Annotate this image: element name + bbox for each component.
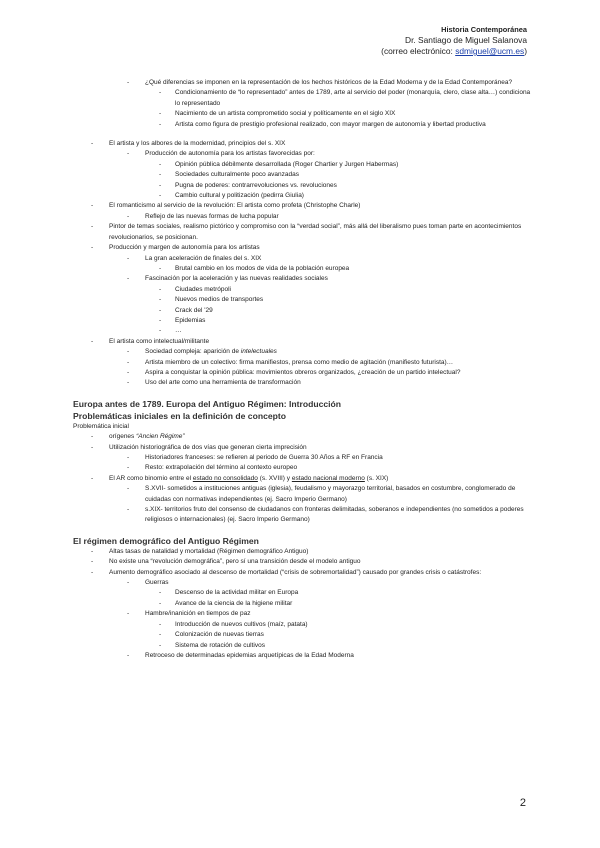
bullet-marker: -	[91, 558, 94, 566]
list-item-text: orígenes	[109, 433, 137, 441]
author-email-line	[381, 46, 527, 57]
list-item	[73, 578, 533, 588]
list-item	[73, 474, 533, 484]
list-item-text: No existe una “revolución demográfica”, pero sí una transición desde el modelo antiguo	[109, 558, 361, 566]
bullet-marker: -	[159, 327, 162, 335]
list-item	[73, 170, 533, 180]
section-heading: Europa antes de 1789. Europa del Antiguo Régimen: Introducción	[73, 398, 342, 409]
bullet-marker: -	[91, 474, 94, 482]
list-item	[73, 484, 533, 505]
list-item-text: Reflejo de las nuevas formas de lucha popular	[145, 212, 279, 220]
bullet-marker: -	[127, 485, 130, 493]
bullet-marker: -	[127, 348, 130, 356]
spacer	[73, 526, 533, 535]
bullet-marker: -	[159, 110, 162, 118]
list-item	[73, 264, 533, 274]
list-item	[73, 463, 533, 473]
list-item	[73, 368, 533, 378]
list-item-text: Producción de autonomía para los artistas favorecidas por:	[145, 150, 315, 158]
bullet-marker: -	[159, 89, 162, 97]
list-item-text: Cambio cultural y politización (pedirra Giulia)	[175, 192, 304, 200]
bullet-marker: -	[91, 337, 94, 345]
list-item-text: Sociedad compleja: aparición de	[145, 348, 241, 356]
bullet-marker: -	[159, 285, 162, 293]
list-item-text: Opinión pública débilmente desarrollada (Roger Chartier y Jurgen Habermas)	[175, 160, 399, 168]
bullet-marker: -	[91, 140, 94, 148]
bullet-marker: -	[127, 79, 130, 86]
bullet-marker: -	[91, 202, 94, 210]
bullet-marker: -	[127, 358, 130, 366]
bullet-marker: -	[91, 433, 94, 441]
list-item-text: Ciudades metrópoli	[175, 285, 232, 293]
italic-term: intelectuales	[240, 348, 277, 356]
list-item-text: Colonización de nuevas tierras	[175, 631, 264, 639]
list-item	[73, 609, 533, 619]
list-item	[73, 443, 533, 453]
bullet-marker: -	[91, 244, 94, 252]
course-title: Historia Contemporánea	[441, 25, 527, 34]
list-item-text: Resto: extrapolación del término al contexto europeo	[145, 464, 298, 472]
list-item-text: El romanticismo al servicio de la revolución: El artista como profeta (Christophe Charle)	[109, 202, 361, 210]
list-item-text: Sistema de rotación de cultivos	[175, 641, 265, 649]
list-item-text: Altas tasas de natalidad y mortalidad (Régimen demográfico Antiguo)	[109, 547, 309, 555]
list-item	[73, 160, 533, 170]
list-item	[73, 651, 533, 661]
list-item-text: Utilización historiográfica de dos vías que generan cierta imprecisión	[109, 443, 307, 451]
list-item	[73, 139, 533, 149]
bullet-marker: -	[159, 192, 162, 200]
page-number: 2	[519, 797, 526, 809]
list-item	[73, 285, 533, 295]
bullet-marker: -	[127, 610, 130, 618]
bullet-marker: -	[159, 181, 162, 189]
list-item-text: El artista como intelectual/militante	[109, 337, 210, 345]
list-item	[73, 222, 533, 243]
email-prefix: (correo electrónico:	[381, 46, 456, 56]
list-item	[73, 274, 533, 284]
list-item	[73, 191, 533, 201]
list-item-text: Fascinación por la aceleración y las nuevas realidades sociales	[145, 275, 328, 283]
list-item-text: Introducción de nuevos cultivos (maíz, patata)	[175, 620, 308, 628]
list-item-text: Artista miembro de un colectivo: firma manifiestos, prensa como medio de agitación (manifiesto futurista)…	[145, 358, 454, 366]
list-item-text: El AR como binomio entre el	[109, 474, 193, 482]
bullet-marker: -	[127, 275, 130, 283]
list-item-text: Nuevos medios de transportes	[175, 296, 264, 304]
bullet-marker: -	[91, 568, 94, 576]
section-subheading: Problemáticas iniciales en la definición de concepto	[73, 410, 286, 421]
list-item-text: Descenso de la actividad militar en Europa	[175, 589, 299, 597]
list-item	[73, 432, 533, 442]
list-item	[73, 149, 533, 159]
list-item	[73, 599, 533, 609]
list-item	[73, 358, 533, 368]
list-item	[73, 316, 533, 326]
bullet-marker: -	[91, 223, 94, 231]
list-item	[73, 547, 533, 557]
list-item-text: Aumento demográfico asociado al descenso de mortalidad (“crisis de sobremortalidad”) causado por grandes crisis o catástrofes:	[109, 568, 482, 576]
list-item	[73, 109, 533, 119]
list-item-text: Condicionamiento de “lo representado” antes de 1789, arte al servicio del poder (monarquía, clero, clase alta…) condiciona lo representado	[175, 89, 531, 107]
list-item	[73, 568, 533, 578]
list-item-text: Historiadores franceses: se refieren al periodo de Guerra 30 Años a RF en Francia	[145, 454, 383, 461]
list-item	[73, 588, 533, 598]
list-item-text: Hambre/inanición en tiempos de paz	[145, 610, 251, 618]
author-name: Dr. Santiago de Miguel Salanova	[405, 35, 527, 45]
bullet-marker: -	[127, 212, 130, 220]
list-item	[73, 630, 533, 640]
bullet-marker: -	[159, 599, 162, 607]
list-item-text: Sociedades culturalmente poco avanzadas	[175, 171, 299, 179]
list-item	[73, 78, 533, 88]
list-item-text: Artista como figura de prestigio profesional realizado, con mayor margen de autonomía y libertad productiva	[175, 120, 486, 128]
list-item-text: Pintor de temas sociales, realismo pictórico y compromiso con la “verdad social”, más allá del liberalismo pues toman parte en acontecimientos revolucionarios, se posicionan.	[109, 223, 522, 241]
list-item	[73, 378, 533, 388]
list-item	[73, 254, 533, 264]
list-item	[73, 212, 533, 222]
bullet-marker: -	[159, 589, 162, 597]
spacer	[73, 389, 533, 398]
list-item-text: La gran aceleración de finales del s. XIX	[145, 254, 262, 262]
list-item-text: Aspira a conquistar la opinión pública: movimientos obreros organizados, ¿creación de un partido intelectual?	[145, 368, 461, 376]
list-item	[73, 620, 533, 630]
list-item	[73, 337, 533, 347]
spacer	[73, 130, 533, 139]
list-item	[73, 326, 533, 336]
bullet-marker: -	[127, 579, 130, 587]
document-body	[73, 78, 533, 661]
bullet-marker: -	[159, 641, 162, 649]
bullet-marker: -	[127, 379, 130, 387]
bullet-marker: -	[159, 264, 162, 272]
bullet-marker: -	[159, 620, 162, 628]
list-item	[73, 295, 533, 305]
list-item-text: Nacimiento de un artista comprometido social y políticamente en el siglo XIX	[175, 110, 396, 118]
list-item	[73, 347, 533, 357]
bullet-marker: -	[159, 160, 162, 168]
bullet-marker: -	[127, 464, 130, 472]
italic-term: “Ancien Régime”	[136, 433, 185, 441]
list-item	[73, 201, 533, 211]
bullet-marker: -	[127, 368, 130, 376]
bullet-marker: -	[159, 631, 162, 639]
section-heading: El régimen demográfico del Antiguo Régimen	[73, 535, 259, 546]
bullet-marker: -	[127, 651, 130, 659]
bullet-marker: -	[127, 150, 130, 158]
list-item-text: Pugna de poderes: contrarrevoluciones vs. revoluciones	[175, 181, 337, 189]
list-item-text: Uso del arte como una herramienta de transformación	[145, 379, 301, 387]
list-item	[73, 181, 533, 191]
bullet-marker: -	[127, 506, 130, 514]
list-item	[73, 243, 533, 253]
list-item-text: Epidemias	[175, 316, 206, 324]
email-suffix: )	[524, 46, 527, 56]
bullet-marker: -	[159, 316, 162, 324]
list-item-text: Crack del '29	[175, 306, 213, 314]
list-item-text: Guerras	[145, 579, 169, 587]
bullet-marker: -	[159, 296, 162, 304]
bullet-marker: -	[91, 547, 94, 555]
list-item-text: (s. XVIII) y	[257, 474, 292, 482]
list-item-text: Producción y margen de autonomía para los artistas	[109, 244, 260, 252]
list-item	[73, 120, 533, 130]
list-item-text: S.XVII- sometidos a instituciones antiguas (iglesia), feudalismo y mayorazgo territorial, basados en costumbre, conglomerado de cuidadas con normativas independientes (ej. Sacro Imperio Germano)	[145, 485, 516, 503]
list-item-text: ¿Qué diferencias se imponen en la representación de los hechos históricos de la Edad Moderna y de la Edad Contemporánea?	[145, 79, 513, 86]
list-item-text: Retroceso de determinadas epidemias arquetípicas de la Edad Moderna	[145, 651, 354, 659]
bullet-marker: -	[159, 306, 162, 314]
list-item	[73, 557, 533, 567]
email-link[interactable]: sdmiguel@ucm.es	[455, 46, 525, 56]
bullet-marker: -	[127, 254, 130, 262]
list-item	[73, 306, 533, 316]
underlined-term: estado no consolidado	[192, 474, 258, 482]
list-item-text: …	[175, 327, 182, 335]
bullet-marker: -	[127, 454, 130, 461]
bullet-marker: -	[91, 443, 94, 451]
list-item-text: (s. XIX)	[364, 474, 389, 482]
underlined-term: estado nacional moderno	[291, 474, 365, 482]
list-item	[73, 505, 533, 526]
list-item	[73, 453, 533, 463]
list-item-text: s.XIX- territorios fruto del consenso de ciudadanos con fronteras delimitadas, soberanos e independientes (no sometidos a poderes religiosos o internacionales) (ej. Sacro Imperio Germano)	[145, 506, 524, 524]
bullet-marker: -	[159, 120, 162, 128]
list-item	[73, 641, 533, 651]
bullet-marker: -	[159, 171, 162, 179]
page-header	[381, 24, 527, 57]
subsection-label: Problemática inicial	[73, 422, 129, 430]
list-item-text: Avance de la ciencia de la higiene militar	[175, 599, 293, 607]
list-item-text: Brutal cambio en los modos de vida de la población europea	[175, 264, 350, 272]
list-item-text: El artista y los albores de la modernidad, principios del s. XIX	[109, 140, 286, 148]
list-item	[73, 88, 533, 109]
